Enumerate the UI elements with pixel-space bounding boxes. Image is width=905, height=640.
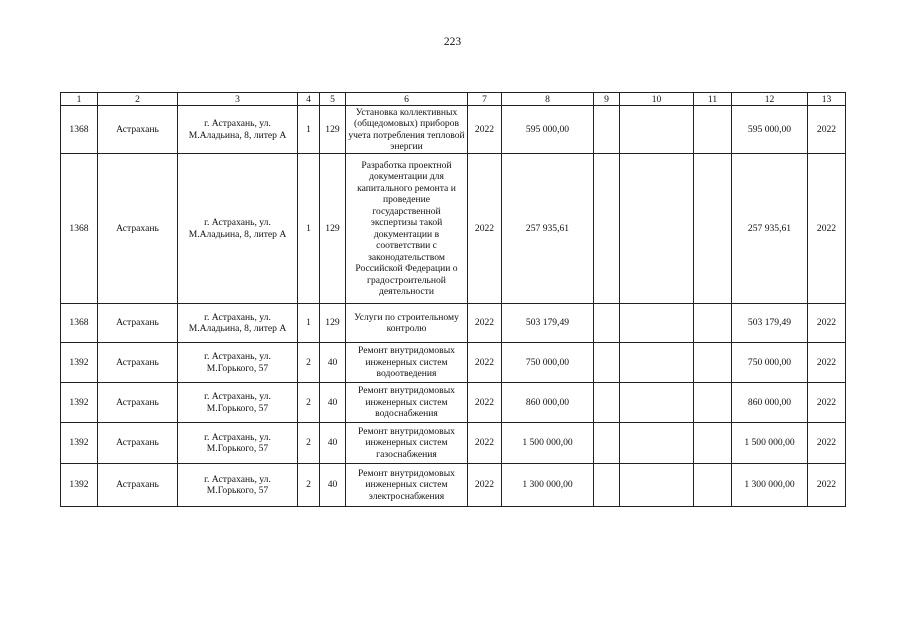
cell-work: Ремонт внутридомовых инженерных систем водоснабжения [346, 383, 468, 423]
cell-address: г. Астрахань, ул. М.Горького, 57 [178, 343, 298, 383]
column-header: 2 [98, 93, 178, 106]
column-header: 9 [594, 93, 620, 106]
cell-col5: 40 [320, 343, 346, 383]
cell-city: Астрахань [98, 343, 178, 383]
cell-year-end: 2022 [808, 383, 846, 423]
cell-year-end: 2022 [808, 343, 846, 383]
cell-col10 [620, 423, 694, 464]
cell-year-end: 2022 [808, 464, 846, 507]
cell-address: г. Астрахань, ул. М.Горького, 57 [178, 464, 298, 507]
table-body [61, 93, 846, 507]
cell-work: Установка коллективных (общедомовых) приборов учета потребления тепловой энергии [346, 106, 468, 154]
cell-col11 [694, 106, 732, 154]
cell-col4: 1 [298, 106, 320, 154]
cell-id: 1368 [61, 304, 98, 343]
table-row [61, 106, 846, 154]
cell-year: 2022 [468, 383, 502, 423]
cell-total: 503 179,49 [732, 304, 808, 343]
cell-col10 [620, 383, 694, 423]
cell-year-end: 2022 [808, 423, 846, 464]
cell-col5: 40 [320, 464, 346, 507]
table-row [61, 423, 846, 464]
column-header: 7 [468, 93, 502, 106]
cell-work: Разработка проектной документации для капитального ремонта и проведение государственной экспертизы такой документации в соответствии с законодательством Российской Федерации о градостроительной деятельности [346, 154, 468, 304]
cell-col9 [594, 106, 620, 154]
cell-work: Ремонт внутридомовых инженерных систем электроснабжения [346, 464, 468, 507]
cell-col5: 129 [320, 154, 346, 304]
cell-col10 [620, 343, 694, 383]
cell-city: Астрахань [98, 106, 178, 154]
table-row [61, 154, 846, 304]
cell-city: Астрахань [98, 464, 178, 507]
cell-year: 2022 [468, 464, 502, 507]
cell-col10 [620, 304, 694, 343]
column-header: 13 [808, 93, 846, 106]
cell-amount: 503 179,49 [502, 304, 594, 343]
cell-year-end: 2022 [808, 154, 846, 304]
cell-col11 [694, 154, 732, 304]
page-number: 223 [443, 36, 462, 48]
cell-total: 750 000,00 [732, 343, 808, 383]
cell-col4: 2 [298, 383, 320, 423]
cell-col4: 1 [298, 154, 320, 304]
table-row [61, 464, 846, 507]
cell-col9 [594, 154, 620, 304]
cell-year-end: 2022 [808, 304, 846, 343]
cell-id: 1392 [61, 343, 98, 383]
cell-col9 [594, 423, 620, 464]
cell-amount: 257 935,61 [502, 154, 594, 304]
cell-col10 [620, 106, 694, 154]
table-row [61, 343, 846, 383]
cell-year: 2022 [468, 154, 502, 304]
cell-col11 [694, 464, 732, 507]
column-header: 6 [346, 93, 468, 106]
cell-amount: 1 500 000,00 [502, 423, 594, 464]
cell-id: 1392 [61, 383, 98, 423]
cell-id: 1368 [61, 154, 98, 304]
cell-col9 [594, 304, 620, 343]
cell-address: г. Астрахань, ул. М.Аладьина, 8, литер А [178, 106, 298, 154]
cell-total: 860 000,00 [732, 383, 808, 423]
column-header: 4 [298, 93, 320, 106]
cell-year: 2022 [468, 304, 502, 343]
cell-address: г. Астрахань, ул. М.Аладьина, 8, литер А [178, 304, 298, 343]
cell-col10 [620, 464, 694, 507]
header-row [61, 93, 846, 106]
cell-total: 1 500 000,00 [732, 423, 808, 464]
cell-col4: 2 [298, 343, 320, 383]
cell-amount: 595 000,00 [502, 106, 594, 154]
cell-col11 [694, 304, 732, 343]
cell-col4: 1 [298, 304, 320, 343]
cell-col5: 129 [320, 304, 346, 343]
cell-work: Услуги по строительному контролю [346, 304, 468, 343]
cell-col4: 2 [298, 423, 320, 464]
cell-work: Ремонт внутридомовых инженерных систем водоотведения [346, 343, 468, 383]
program-table [60, 92, 846, 507]
cell-col5: 40 [320, 383, 346, 423]
column-header: 3 [178, 93, 298, 106]
cell-col11 [694, 383, 732, 423]
cell-id: 1368 [61, 106, 98, 154]
cell-col11 [694, 423, 732, 464]
cell-id: 1392 [61, 423, 98, 464]
column-header: 12 [732, 93, 808, 106]
column-header: 11 [694, 93, 732, 106]
cell-year: 2022 [468, 423, 502, 464]
cell-city: Астрахань [98, 154, 178, 304]
column-header: 1 [61, 93, 98, 106]
cell-year: 2022 [468, 106, 502, 154]
table-row [61, 383, 846, 423]
cell-work: Ремонт внутридомовых инженерных систем газоснабжения [346, 423, 468, 464]
cell-amount: 750 000,00 [502, 343, 594, 383]
cell-year: 2022 [468, 343, 502, 383]
cell-id: 1392 [61, 464, 98, 507]
cell-city: Астрахань [98, 383, 178, 423]
cell-col10 [620, 154, 694, 304]
cell-amount: 1 300 000,00 [502, 464, 594, 507]
cell-address: г. Астрахань, ул. М.Горького, 57 [178, 383, 298, 423]
column-header: 8 [502, 93, 594, 106]
cell-address: г. Астрахань, ул. М.Горького, 57 [178, 423, 298, 464]
cell-col5: 129 [320, 106, 346, 154]
cell-amount: 860 000,00 [502, 383, 594, 423]
table-row [61, 304, 846, 343]
column-header: 10 [620, 93, 694, 106]
cell-total: 1 300 000,00 [732, 464, 808, 507]
cell-col9 [594, 343, 620, 383]
cell-col9 [594, 464, 620, 507]
column-header: 5 [320, 93, 346, 106]
cell-city: Астрахань [98, 423, 178, 464]
cell-total: 595 000,00 [732, 106, 808, 154]
cell-col4: 2 [298, 464, 320, 507]
cell-address: г. Астрахань, ул. М.Аладьина, 8, литер А [178, 154, 298, 304]
cell-col11 [694, 343, 732, 383]
cell-year-end: 2022 [808, 106, 846, 154]
cell-col9 [594, 383, 620, 423]
cell-col5: 40 [320, 423, 346, 464]
cell-city: Астрахань [98, 304, 178, 343]
cell-total: 257 935,61 [732, 154, 808, 304]
